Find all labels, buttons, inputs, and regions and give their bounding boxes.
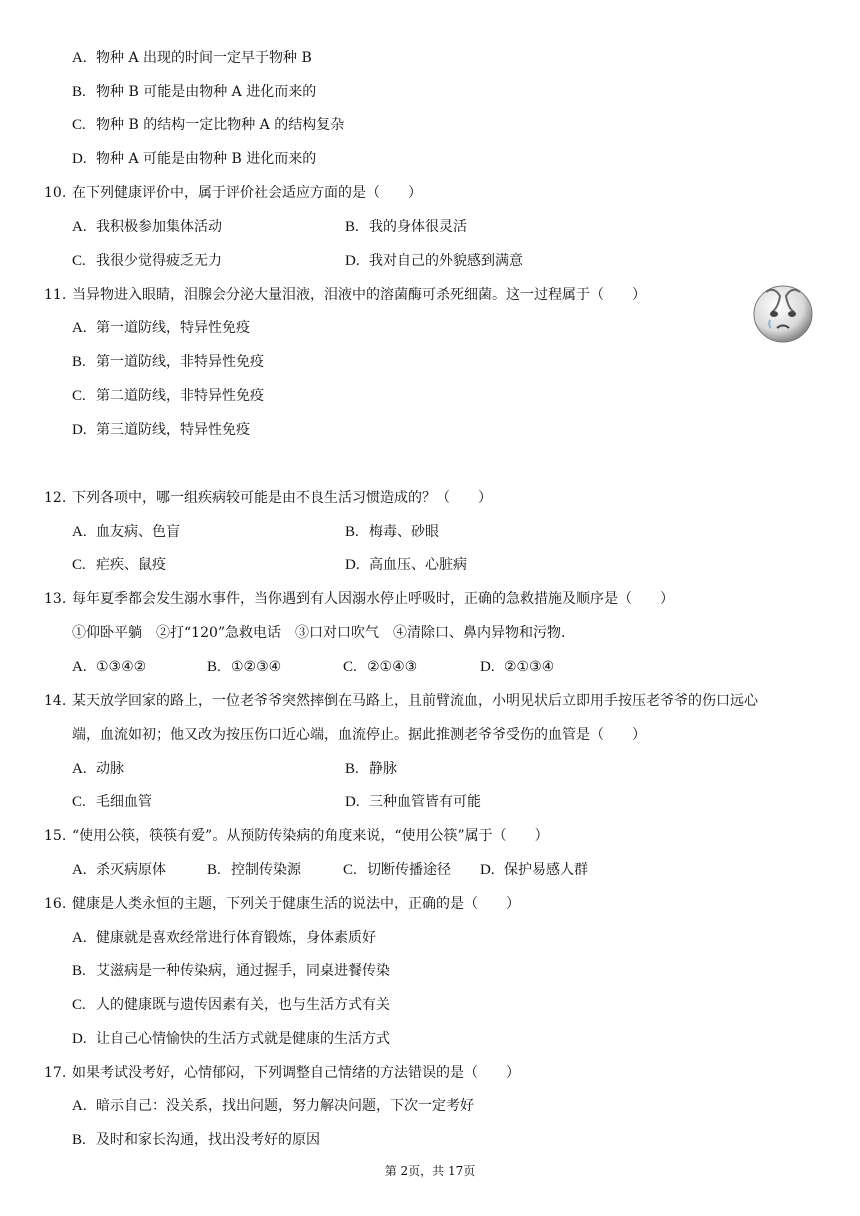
option-key: D. [480, 862, 495, 878]
option-text: 健康就是喜欢经常进行体育锻炼，身体素质好 [96, 930, 376, 946]
option-text: 人的健康既与遗传因素有关，也与生活方式有关 [96, 997, 390, 1013]
q17-option-a [72, 1096, 474, 1116]
option-text: 物种 A 出现的时间一定早于物种 B [96, 50, 312, 66]
option-key: B. [72, 84, 86, 100]
q15-option-d [480, 860, 588, 880]
option-text: 切断传播途径 [367, 862, 451, 878]
option-text: ②①④③ [367, 659, 418, 675]
option-key: B. [72, 963, 86, 979]
option-text: 血友病、色盲 [96, 524, 180, 540]
q16-option-d [72, 1029, 390, 1049]
option-text: ①②③④ [231, 659, 282, 675]
q14-text-line1: 某天放学回家的路上，一位老爷爷突然摔倒在马路上，且前臂流血，小明见状后立即用手按压老爷爷的伤口远心 [72, 693, 758, 709]
option-key: A. [72, 659, 87, 675]
option-text: 毛细血管 [96, 794, 152, 810]
option-key: B. [345, 219, 359, 235]
q13-option-c [343, 657, 417, 677]
option-text: 艾滋病是一种传染病，通过握手，同桌进餐传染 [96, 963, 390, 979]
q17-text: 如果考试没考好，心情郁闷，下列调整自己情绪的方法错误的是（ ） [72, 1065, 520, 1081]
q10-number: 10. [44, 185, 67, 201]
q10-text: 在下列健康评价中，属于评价社会适应方面的是（ ） [72, 185, 422, 201]
crying-face-icon [752, 282, 814, 344]
option-text: 杀灭病原体 [96, 862, 166, 878]
q11-option-b [72, 352, 264, 372]
option-text: 物种 B 的结构一定比物种 A 的结构复杂 [96, 117, 345, 133]
q12-option-b [345, 522, 439, 542]
page-footer: 第 2页，共 17页 [384, 1164, 476, 1178]
q9-option-b [72, 82, 316, 102]
option-text: ①③④② [96, 659, 147, 675]
option-text: 梅毒、砂眼 [369, 524, 439, 540]
q9-option-d [72, 149, 316, 169]
option-key: B. [207, 862, 221, 878]
option-text: 第一道防线，特异性免疫 [96, 320, 250, 336]
q10-option-a [72, 217, 222, 237]
option-key: B. [207, 659, 221, 675]
option-key: A. [72, 1098, 87, 1114]
option-text: 我对自己的外貌感到满意 [369, 253, 523, 269]
option-key: A. [72, 219, 87, 235]
q17-option-b [72, 1130, 320, 1150]
option-text: 我很少觉得疲乏无力 [96, 253, 222, 269]
option-text: 静脉 [369, 761, 397, 777]
option-key: D. [72, 151, 87, 167]
option-text: 第二道防线，非特异性免疫 [96, 388, 264, 404]
option-text: 第一道防线，非特异性免疫 [96, 354, 264, 370]
option-text: 控制传染源 [231, 862, 301, 878]
option-key: C. [72, 557, 86, 573]
option-text: 物种 A 可能是由物种 B 进化而来的 [96, 151, 317, 167]
q16-number: 16. [44, 896, 67, 912]
q15-option-c [343, 860, 451, 880]
q10-option-d [345, 251, 523, 271]
option-text: 及时和家长沟通，找出没考好的原因 [96, 1132, 320, 1148]
option-text: 暗示自己：没关系，找出问题，努力解决问题，下次一定考好 [96, 1098, 474, 1114]
q11-option-d [72, 420, 250, 440]
option-key: B. [72, 1132, 86, 1148]
option-key: B. [345, 524, 359, 540]
option-key: C. [72, 117, 86, 133]
q13-steps: ①仰卧平躺 ②打“120”急救电话 ③口对口吹气 ④清除口、鼻内异物和污物. [72, 625, 566, 641]
q12-option-a [72, 522, 180, 542]
q11-number: 11. [44, 287, 67, 303]
q16-text: 健康是人类永恒的主题，下列关于健康生活的说法中，正确的是（ ） [72, 896, 520, 912]
option-key: D. [72, 422, 87, 438]
q14-text-line2: 端，血流如初；他又改为按压伤口近心端，血流停止。据此推测老爷爷受伤的血管是（ ） [72, 727, 646, 743]
q10-option-c [72, 251, 222, 271]
option-text: 第三道防线，特异性免疫 [96, 422, 250, 438]
q13-number: 13. [44, 591, 67, 607]
option-text: 动脉 [96, 761, 124, 777]
option-key: A. [72, 50, 87, 66]
q14-option-c [72, 792, 152, 812]
q15-option-a [72, 860, 166, 880]
option-key: D. [345, 253, 360, 269]
q13-option-b [207, 657, 281, 677]
option-key: C. [72, 388, 86, 404]
option-key: C. [72, 997, 86, 1013]
q12-option-d [345, 555, 467, 575]
q10-option-b [345, 217, 467, 237]
option-text: 高血压、心脏病 [369, 557, 467, 573]
option-key: B. [345, 761, 359, 777]
option-text: 物种 B 可能是由物种 A 进化而来的 [96, 84, 317, 100]
option-key: A. [72, 862, 87, 878]
q14-option-d [345, 792, 481, 812]
q13-option-a [72, 657, 146, 677]
q12-text: 下列各项中，哪一组疾病较可能是由不良生活习惯造成的？（ ） [72, 490, 492, 506]
option-text: 保护易感人群 [504, 862, 588, 878]
option-key: B. [72, 354, 86, 370]
q15-option-b [207, 860, 301, 880]
option-key: C. [343, 659, 357, 675]
option-text: 我积极参加集体活动 [96, 219, 222, 235]
q14-option-b [345, 759, 397, 779]
q11-option-a [72, 318, 250, 338]
q16-option-b [72, 961, 390, 981]
q15-text: “使用公筷，筷筷有爱”。从预防传染病的角度来说，“使用公筷”属于（ ） [72, 828, 549, 844]
option-key: D. [345, 557, 360, 573]
option-key: A. [72, 930, 87, 946]
option-key: A. [72, 761, 87, 777]
option-text: 疟疾、鼠疫 [96, 557, 166, 573]
q11-option-c [72, 386, 264, 406]
q13-text: 每年夏季都会发生溺水事件，当你遇到有人因溺水停止呼吸时，正确的急救措施及顺序是（ ） [72, 591, 674, 607]
q11-text: 当异物进入眼睛，泪腺会分泌大量泪液，泪液中的溶菌酶可杀死细菌。这一过程属于（ ） [72, 287, 646, 303]
option-key: D. [345, 794, 360, 810]
q12-number: 12. [44, 490, 67, 506]
q9-option-c [72, 115, 344, 135]
q14-option-a [72, 759, 124, 779]
option-text: ②①③④ [504, 659, 555, 675]
option-key: C. [72, 794, 86, 810]
q12-option-c [72, 555, 166, 575]
option-text: 让自己心情愉快的生活方式就是健康的生活方式 [96, 1031, 390, 1047]
option-key: A. [72, 524, 87, 540]
q17-number: 17. [44, 1065, 67, 1081]
q9-option-a [72, 48, 312, 68]
q16-option-c [72, 995, 390, 1015]
option-key: A. [72, 320, 87, 336]
q15-number: 15. [44, 828, 67, 844]
option-key: D. [480, 659, 495, 675]
option-text: 三种血管皆有可能 [369, 794, 481, 810]
option-key: D. [72, 1031, 87, 1047]
q14-number: 14. [44, 693, 67, 709]
option-key: C. [72, 253, 86, 269]
option-key: C. [343, 862, 357, 878]
q13-option-d [480, 657, 554, 677]
q16-option-a [72, 928, 376, 948]
option-text: 我的身体很灵活 [369, 219, 467, 235]
